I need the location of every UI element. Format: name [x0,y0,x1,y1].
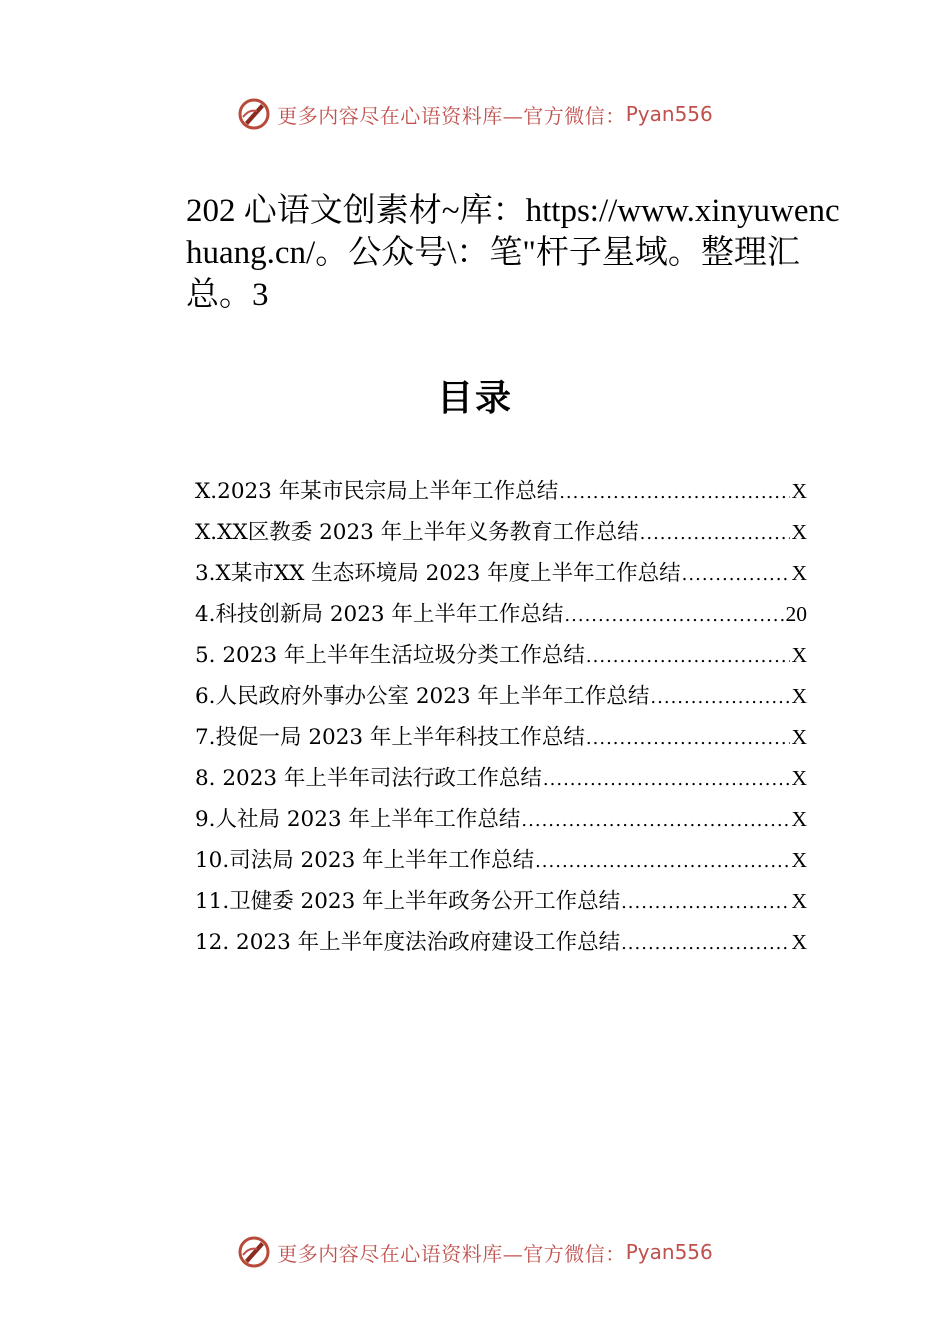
header-watermark-banner [0,94,950,134]
toc-entry[interactable] [195,474,807,515]
toc-leader-dots [559,482,790,503]
toc-entry-title: 7.投促一局 2023 年上半年科技工作总结 [195,725,585,750]
toc-entry-page: X [791,807,807,831]
toc-entry[interactable] [195,597,807,638]
toc-entry[interactable] [195,761,807,802]
toc-entry-title: 5. 2023 年上半年生活垃圾分类工作总结 [195,643,585,668]
toc-entry-page: X [791,725,807,749]
watermark-handle: Pyan556 [625,1240,713,1264]
toc-entry[interactable] [195,638,807,679]
toc-leader-dots [521,810,790,831]
toc-leader-dots [682,564,791,585]
toc-entry-title: 6.人民政府外事办公室 2023 年上半年工作总结 [195,684,650,709]
pen-seal-logo-icon [237,97,271,131]
toc-entry-title: 8. 2023 年上半年司法行政工作总结 [195,766,542,791]
toc-leader-dots [621,933,790,954]
toc-entry[interactable] [195,679,807,720]
toc-entry-page: X [791,930,807,954]
toc-leader-dots [535,851,790,872]
toc-entry[interactable] [195,802,807,843]
toc-leader-dots [640,523,791,544]
footer-watermark-banner [0,1232,950,1272]
toc-leader-dots [543,769,791,790]
toc-entry-title: 3.X某市XX 生态环境局 2023 年度上半年工作总结 [195,561,681,586]
toc-entry-title: X.2023 年某市民宗局上半年工作总结 [195,479,559,504]
toc-entry[interactable] [195,843,807,884]
watermark-text: 更多内容尽在心语资料库—官方微信： [277,103,626,128]
toc-entry-title: X.XX区教委 2023 年上半年义务教育工作总结 [195,520,639,545]
toc-leader-dots [564,605,784,626]
toc-leader-dots [621,892,790,913]
toc-entry-title: 10.司法局 2023 年上半年工作总结 [195,848,535,873]
toc-entry-page: X [791,643,807,667]
watermark-text: 更多内容尽在心语资料库—官方微信： [277,1241,626,1266]
toc-leader-dots [650,687,790,708]
toc-leader-dots [586,728,791,749]
watermark-handle: Pyan556 [625,102,713,126]
toc-entry-page: X [791,684,807,708]
toc-entry-page: X [791,889,807,913]
toc-entry-title: 4.科技创新局 2023 年上半年工作总结 [195,602,564,627]
toc-entry[interactable] [195,884,807,925]
toc-entry[interactable] [195,556,807,597]
toc-entry-page: X [791,766,807,790]
toc-entry[interactable] [195,925,807,966]
toc-entry-title: 11.卫健委 2023 年上半年政务公开工作总结 [195,889,621,914]
toc-entry-title: 12. 2023 年上半年度法治政府建设工作总结 [195,930,621,955]
toc-title: 目录 [436,377,513,419]
toc-entry-title: 9.人社局 2023 年上半年工作总结 [195,807,521,832]
toc-entry-page: X [791,848,807,872]
toc-entry-page: X [791,561,807,585]
table-of-contents [195,474,807,966]
toc-leader-dots [586,646,791,667]
toc-entry-page: X [791,479,807,503]
document-heading: 202 心语文创素材~库：https://www.xinyuwenchuang.cn/。公众号\：笔"杆子星域。整理汇总。3 [186,193,840,313]
toc-entry[interactable] [195,515,807,556]
toc-entry-page: 20 [785,602,807,626]
toc-entry-page: X [791,520,807,544]
pen-seal-logo-icon [237,1235,271,1269]
toc-entry[interactable] [195,720,807,761]
